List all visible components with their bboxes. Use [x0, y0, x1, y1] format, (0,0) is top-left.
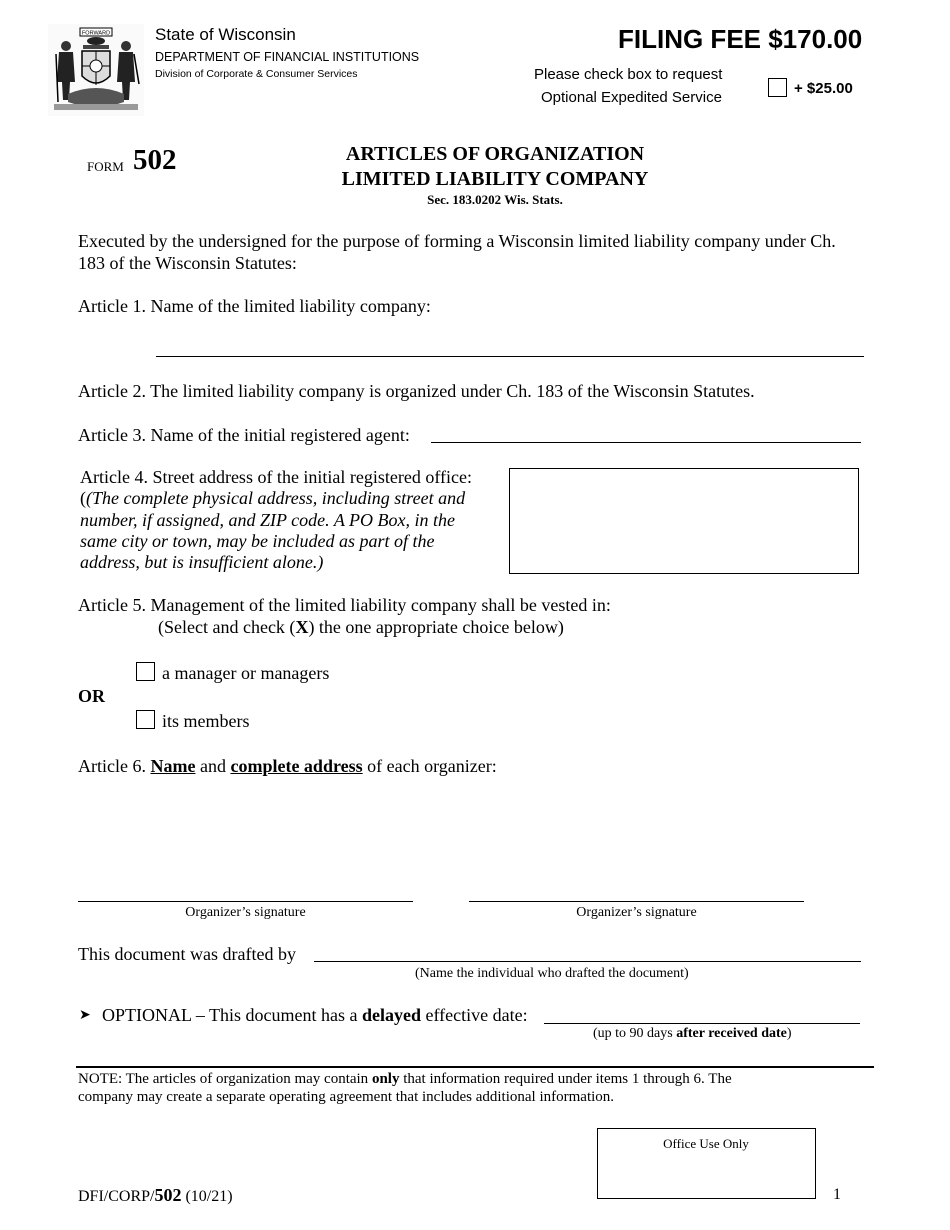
- registered-agent-field[interactable]: [431, 442, 861, 443]
- article-4-note-4: address, but is insufficient alone.): [80, 552, 324, 572]
- organizer-signature-label-2: Organizer’s signature: [576, 905, 697, 920]
- members-option-label: its members: [162, 711, 250, 731]
- office-use-label: Office Use Only: [663, 1136, 749, 1151]
- statute-reference: Sec. 183.0202 Wis. Stats.: [427, 192, 563, 207]
- article-4-note-1: ((The complete physical address, including street and: [80, 488, 466, 508]
- form-number: 502: [133, 144, 177, 176]
- note-divider: [76, 1066, 874, 1068]
- article-2-text: Article 2. The limited liability company is organized under Ch. 183 of the Wisconsin Statutes.: [78, 381, 755, 401]
- wisconsin-seal-icon: [48, 24, 144, 116]
- drafted-by-field[interactable]: [314, 961, 861, 962]
- article-4-note-3: same city or town, may be included as part of the: [80, 531, 435, 551]
- delayed-date-caption: (up to 90 days after received date): [593, 1026, 792, 1041]
- department-name: DEPARTMENT OF FINANCIAL INSTITUTIONS: [155, 50, 420, 64]
- expedite-line-2: Optional Expedited Service: [541, 89, 722, 106]
- office-use-box: [597, 1128, 816, 1199]
- article-4-note-2: number, if assigned, and ZIP code. A PO Box, in the: [80, 510, 455, 530]
- seal-motto: FORWARD: [81, 30, 111, 37]
- form-title-line-1: ARTICLES OF ORGANIZATION: [345, 143, 645, 165]
- note-line-2: company may create a separate operating agreement that includes additional information.: [78, 1089, 615, 1105]
- or-label: OR: [78, 686, 105, 706]
- article-5-label: Article 5. Management of the limited liability company shall be vested in:: [78, 595, 611, 615]
- intro-line-1: Executed by the undersigned for the purpose of forming a Wisconsin limited liability company under Ch.: [78, 231, 836, 251]
- organizer-signature-label-1: Organizer’s signature: [185, 905, 306, 920]
- state-name: State of Wisconsin: [155, 25, 296, 44]
- article-6-label: Article 6. Name and complete address of each organizer:: [78, 756, 497, 776]
- arrow-bullet-icon: ➤: [79, 1006, 91, 1022]
- article-3-label: Article 3. Name of the initial registered agent:: [78, 425, 410, 445]
- form-prefix: FORM: [87, 159, 124, 174]
- expedite-line-1: Please check box to request: [534, 66, 723, 83]
- intro-line-2: 183 of the Wisconsin Statutes:: [78, 253, 297, 273]
- delayed-effective-date-field[interactable]: [544, 1023, 860, 1024]
- expedite-checkbox[interactable]: [768, 78, 787, 97]
- registered-office-address-box[interactable]: [509, 468, 859, 574]
- drafted-by-caption: (Name the individual who drafted the document): [415, 966, 689, 981]
- manager-option-label: a manager or managers: [162, 663, 330, 683]
- filing-fee: FILING FEE $170.00: [618, 24, 863, 54]
- members-checkbox[interactable]: [136, 710, 155, 729]
- llc-name-field[interactable]: [156, 356, 864, 357]
- form-code: DFI/CORP/502 (10/21): [78, 1185, 233, 1205]
- page-number: 1: [833, 1186, 841, 1203]
- manager-checkbox[interactable]: [136, 662, 155, 681]
- note-line-1: NOTE: The articles of organization may contain only that information required under items 1 through 6. The: [78, 1071, 732, 1087]
- article-4-label: Article 4. Street address of the initial registered office:: [80, 467, 473, 487]
- organizer-signature-field-1[interactable]: [78, 901, 413, 902]
- expedite-fee: + $25.00: [794, 80, 853, 97]
- form-title-line-2: LIMITED LIABILITY COMPANY: [341, 168, 649, 190]
- division-name: Division of Corporate & Consumer Services: [155, 68, 358, 80]
- organizer-signature-field-2[interactable]: [469, 901, 804, 902]
- article-5-instruction: (Select and check (X) the one appropriate choice below): [158, 617, 564, 637]
- article-1-label: Article 1. Name of the limited liability company:: [78, 296, 431, 316]
- optional-delayed-label: OPTIONAL – This document has a delayed effective date:: [102, 1005, 528, 1025]
- drafted-by-label: This document was drafted by: [78, 944, 296, 964]
